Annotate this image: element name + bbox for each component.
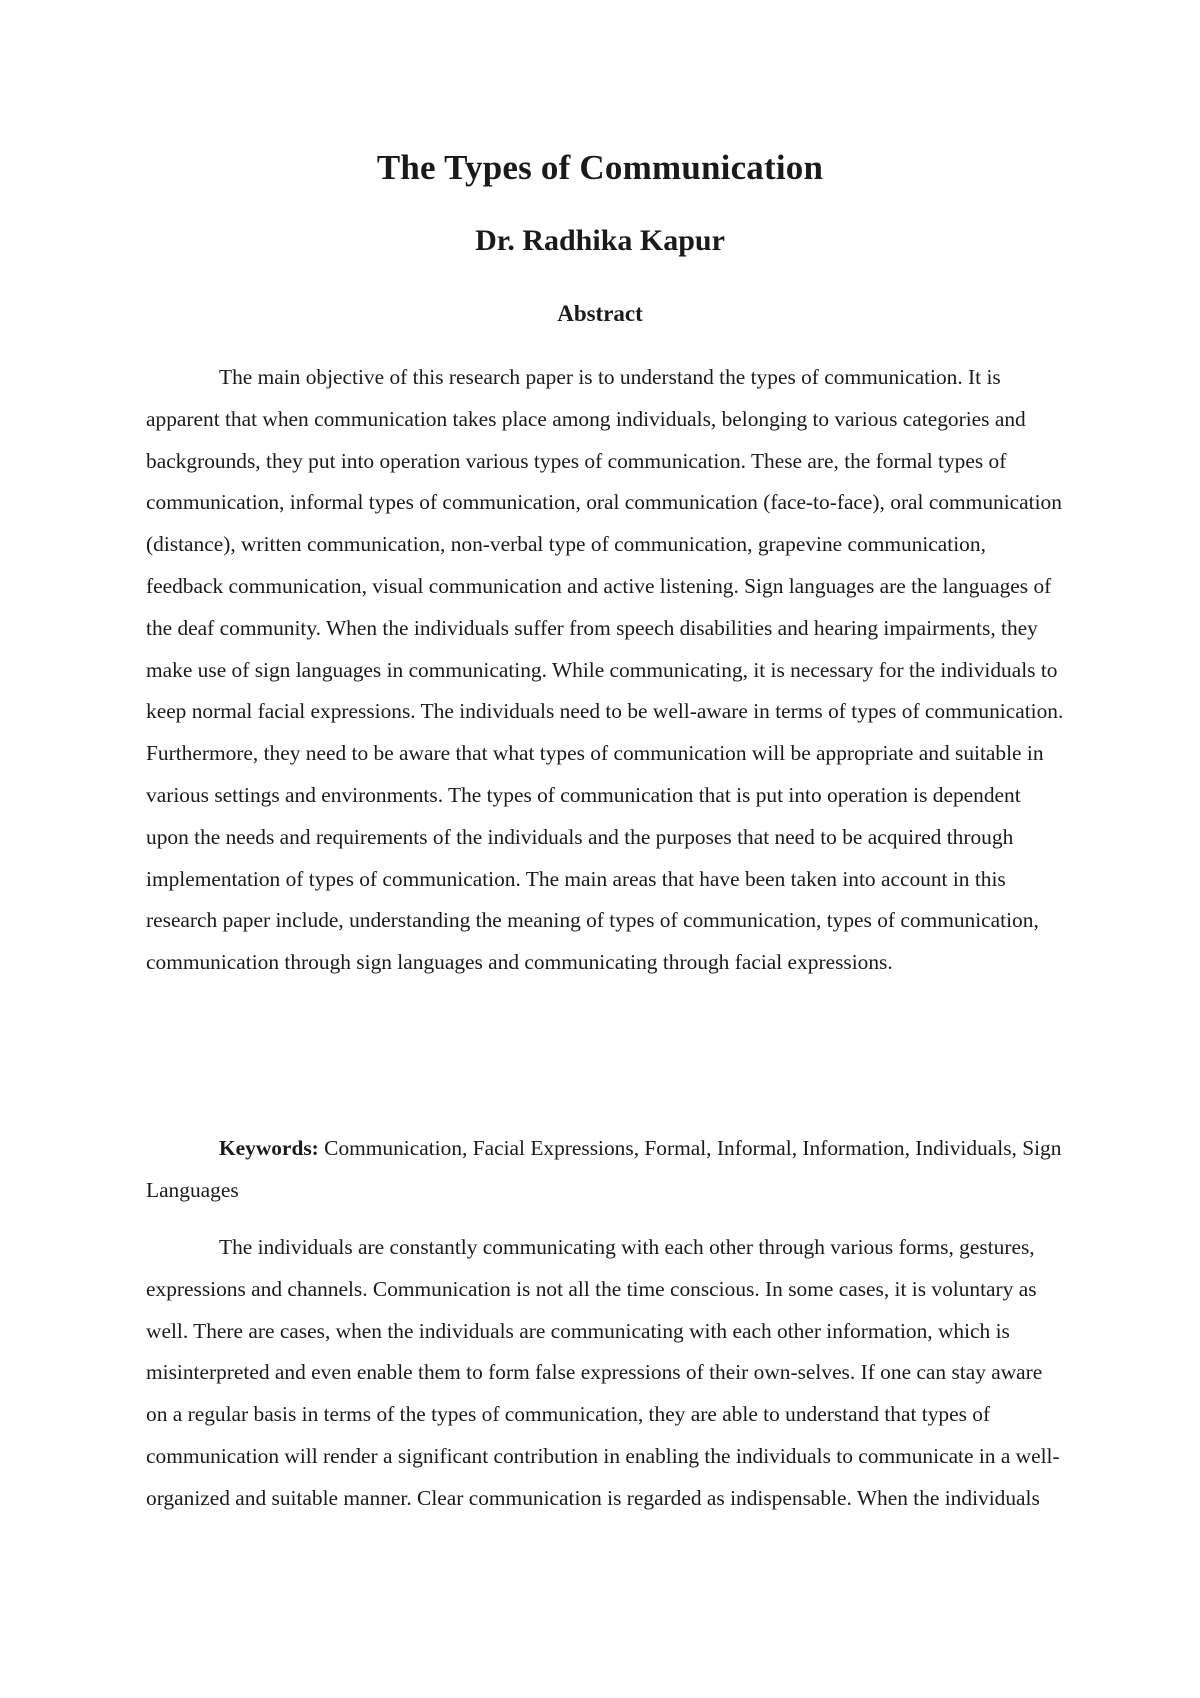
abstract-paragraph — [146, 357, 1066, 984]
paper-title: The Types of Communication — [376, 148, 824, 187]
keywords-paragraph — [146, 1128, 1066, 1212]
keywords-label: Keywords: — [219, 1136, 319, 1160]
introduction-paragraph — [146, 1227, 1066, 1520]
keywords-text: Communication, Facial Expressions, Formal, Informal, Information, Individuals, Sign Languages — [146, 1136, 1062, 1202]
abstract-text: The main objective of this research paper is to understand the types of communication. It is apparent that when communication takes place among individuals, belonging to various categories and backgrounds, they put into operation various types of communication. These are, the formal types of communication, informal types of communication, oral communication (face-to-face), oral communication (distance), written communication, non-verbal type of communication, grapevine communication, feedback communication, visual communication and active listening. Sign languages are the languages of the deaf community. When the individuals suffer from speech disabilities and hearing impairments, they make use of sign languages in communicating. While communicating, it is necessary for the individuals to keep normal facial expressions. The individuals need to be well-aware in terms of types of communication. Furthermore, they need to be aware that what types of communication will be appropriate and suitable in various settings and environments. The types of communication that is put into operation is dependent upon the needs and requirements of the individuals and the purposes that need to be acquired through implementation of types of communication. The main areas that have been taken into account in this research paper include, understanding the meaning of types of communication, types of communication, communication through sign languages and communicating through facial expressions. — [146, 365, 1064, 975]
author-name: Dr. Radhika Kapur — [475, 224, 725, 257]
abstract-heading: Abstract — [557, 301, 643, 326]
introduction-text: The individuals are constantly communicating with each other through various forms, gestures, expressions and channels. Communication is not all the time conscious. In some cases, it is voluntary as well. There are cases, when the individuals are communicating with each other information, which is misinterpreted and even enable them to form false expressions of their own-selves. If one can stay aware on a regular basis in terms of the types of communication, they are able to understand that types of communication will render a significant contribution in enabling the individuals to communicate in a well-organized and suitable manner. Clear communication is regarded as indispensable. When the individuals — [146, 1235, 1060, 1510]
